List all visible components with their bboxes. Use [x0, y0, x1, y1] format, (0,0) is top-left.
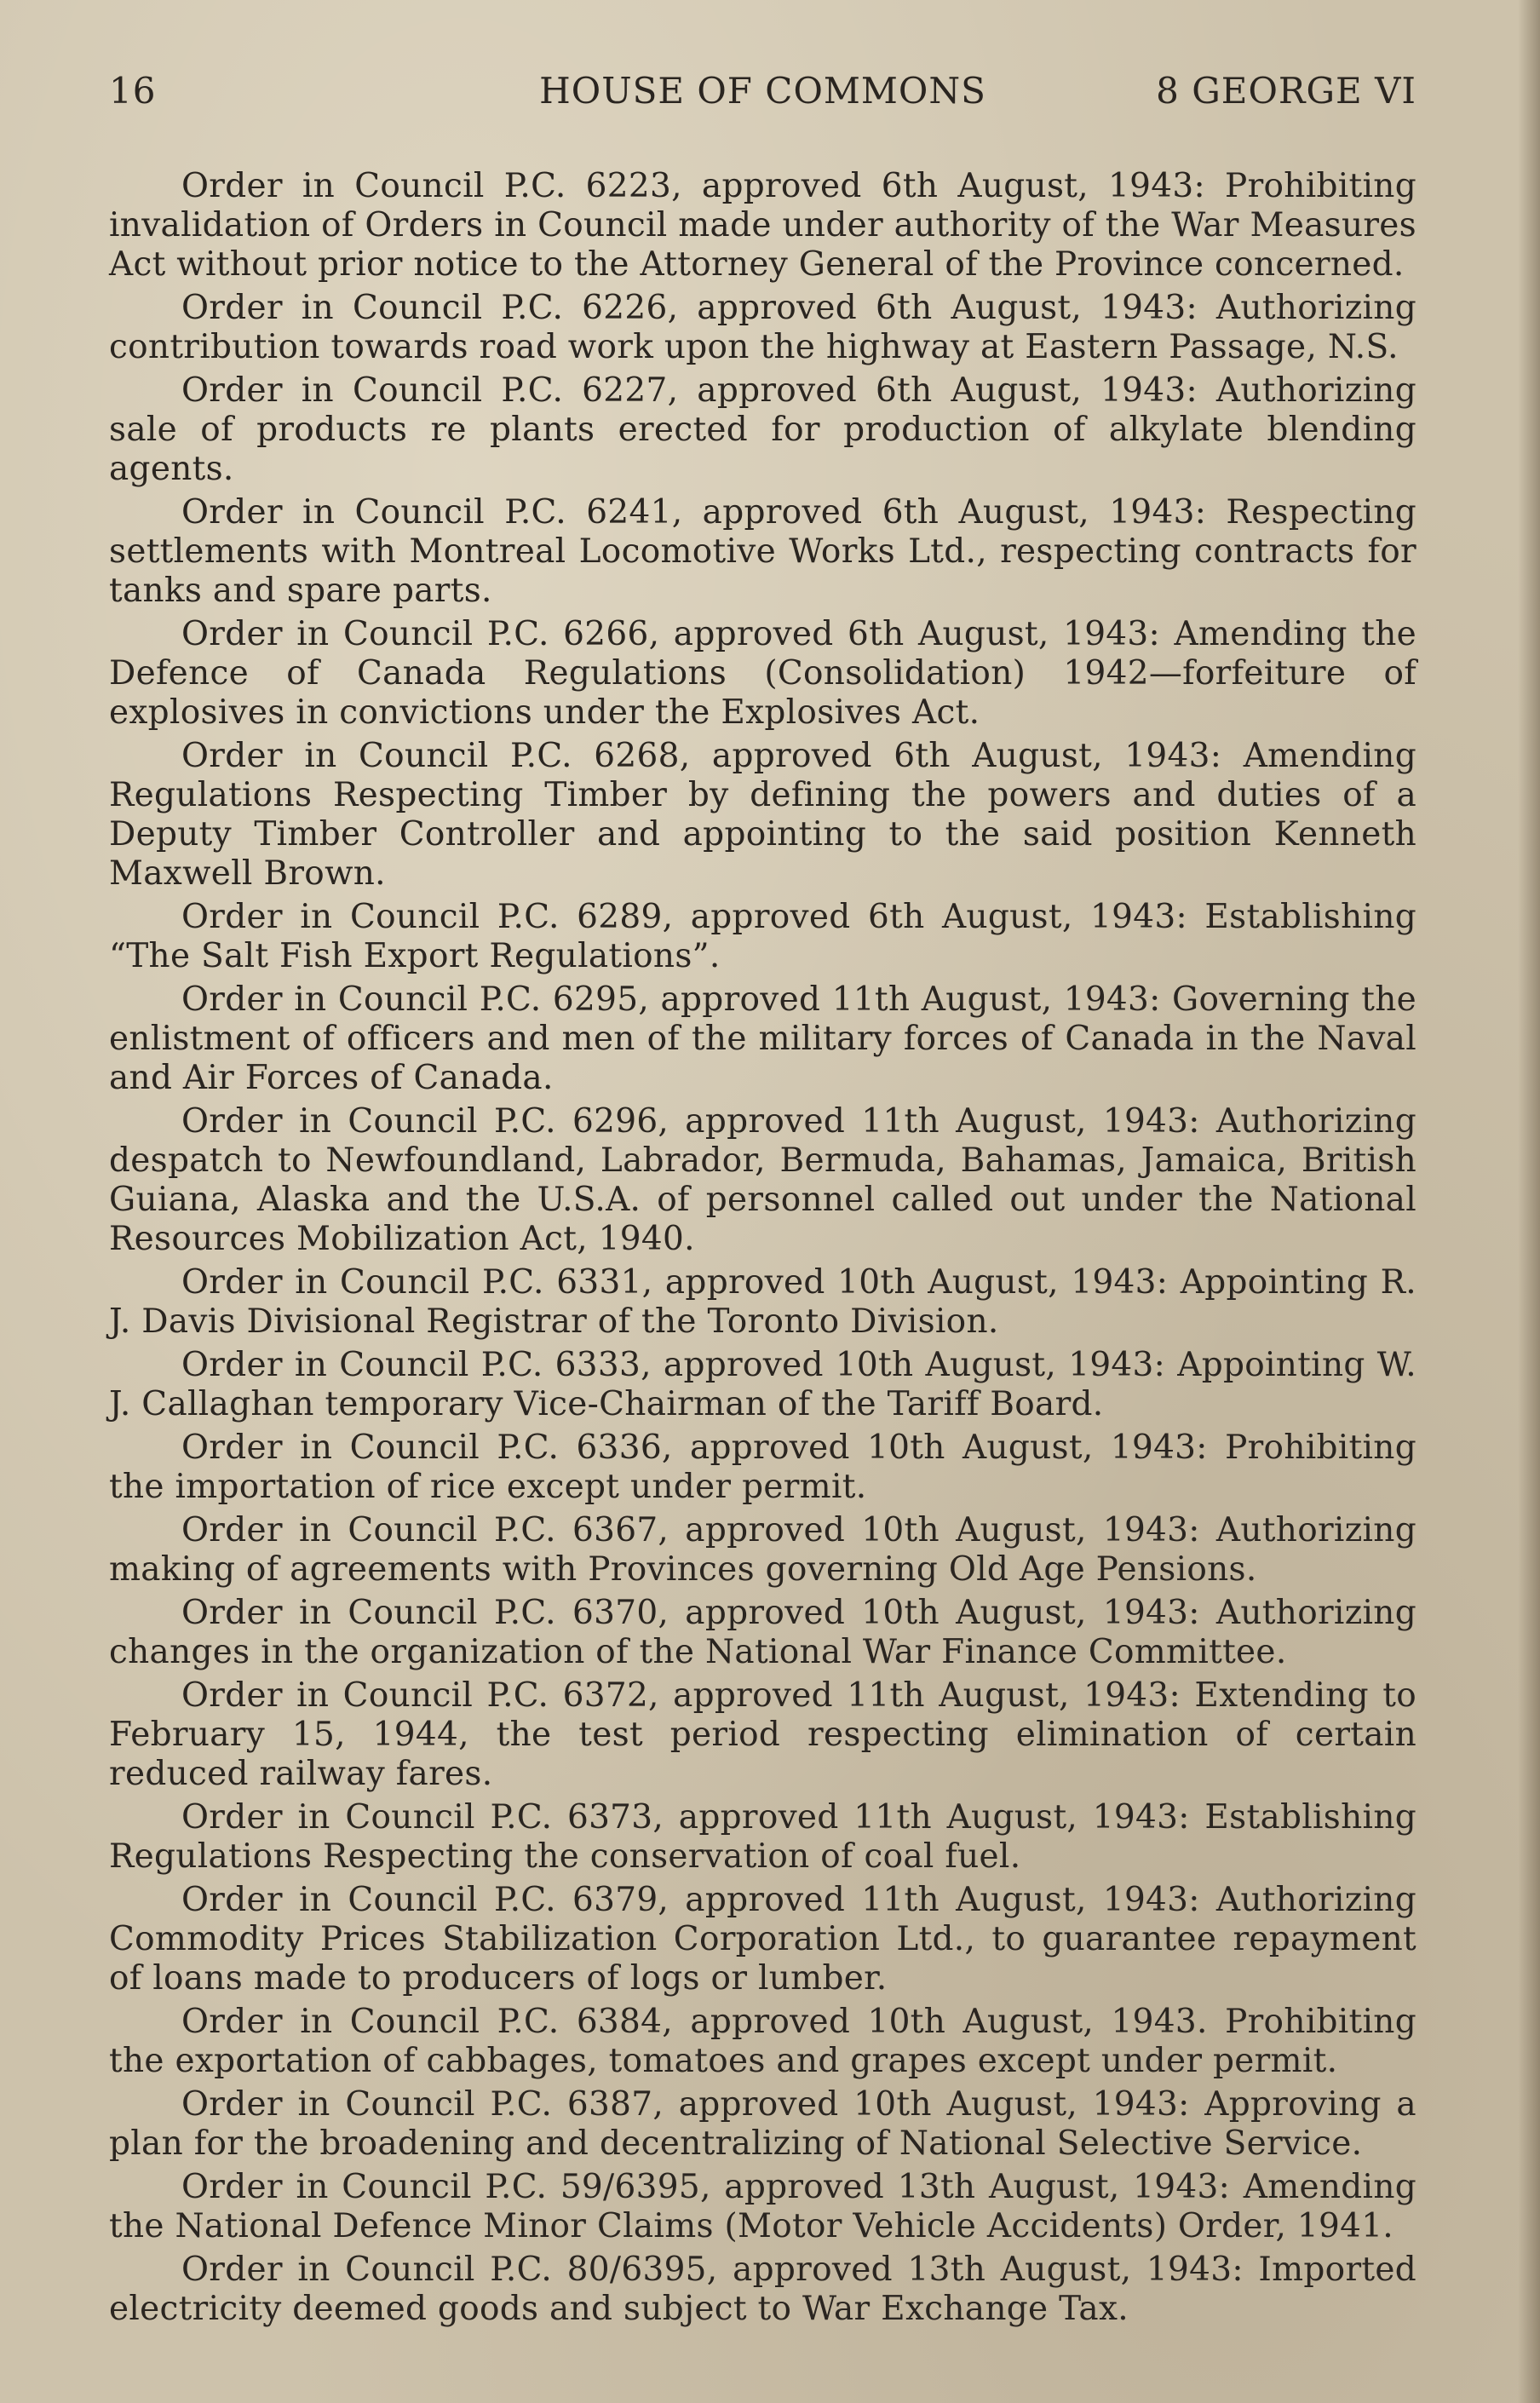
order-description: Authorizing sale of products re plants erected for production of alkylate blending agents.	[109, 371, 1416, 488]
order-reference: Order in Council P.C. 6296, approved 11th August, 1943:	[181, 1102, 1200, 1141]
order-description: Prohibiting invalidation of Orders in Council made under authority of the War Measures Act without prior notice to the Attorney General of the Province concerned.	[109, 167, 1416, 284]
order-description: Appointing R. J. Davis Divisional Registrar of the Toronto Division.	[109, 1263, 1417, 1341]
order-description: Establishing Regulations Respecting the conservation of coal fuel.	[109, 1798, 1416, 1876]
order-reference: Order in Council P.C. 6295, approved 11th August, 1943:	[181, 980, 1161, 1019]
page-edge-shadow	[1518, 0, 1540, 2403]
order-entry	[109, 167, 1416, 285]
order-entry	[109, 980, 1416, 1098]
order-entry	[109, 1263, 1416, 1342]
order-entry	[109, 493, 1416, 611]
order-entry	[109, 615, 1416, 733]
order-description: Prohibiting the importation of rice except under permit.	[109, 1429, 1416, 1506]
order-entry	[109, 1429, 1416, 1507]
orders-list	[109, 167, 1416, 2333]
order-description: Amending Regulations Respecting Timber by defining the powers and duties of a Deputy Timber Controller and appointing to the said position Kenneth Maxwell Brown.	[109, 737, 1416, 893]
order-reference: Order in Council P.C. 6387, approved 10th August, 1943:	[181, 2085, 1190, 2124]
order-description: Authorizing changes in the organization of the National War Finance Committee.	[109, 1594, 1416, 1671]
order-description: Establishing “The Salt Fish Export Regulations”.	[109, 898, 1416, 975]
order-entry	[109, 2251, 1416, 2329]
order-description: Extending to February 15, 1944, the test period respecting elimination of certain reduced railway fares.	[109, 1676, 1416, 1793]
order-description: Authorizing contribution towards road work upon the highway at Eastern Passage, N.S.	[109, 289, 1416, 366]
order-reference: Order in Council P.C. 6379, approved 11th August, 1943:	[181, 1881, 1200, 1919]
page-number: 16	[109, 70, 157, 112]
order-reference: Order in Council P.C. 6226, approved 6th August, 1943:	[181, 289, 1198, 327]
order-entry	[109, 2168, 1416, 2246]
order-reference: Order in Council P.C. 6336, approved 10th August, 1943:	[181, 1429, 1208, 1467]
order-entry	[109, 1511, 1416, 1590]
order-entry	[109, 898, 1416, 976]
order-entry	[109, 1346, 1416, 1424]
order-reference: Order in Council P.C. 6223, approved 6th August, 1943:	[181, 167, 1205, 205]
order-entry	[109, 1594, 1416, 1672]
page-header	[109, 70, 1416, 121]
order-description: Authorizing Commodity Prices Stabilization Corporation Ltd., to guarantee repayment of loans made to producers of logs or lumber.	[109, 1881, 1416, 1998]
order-description: Authorizing making of agreements with Provinces governing Old Age Pensions.	[109, 1511, 1416, 1589]
order-description: Imported electricity deemed goods and subject to War Exchange Tax.	[109, 2251, 1417, 2328]
order-reference: Order in Council P.C. 59/6395, approved 13th August, 1943:	[181, 2168, 1231, 2206]
order-entry	[109, 2003, 1416, 2081]
order-description: Prohibiting the exportation of cabbages, tomatoes and grapes except under permit.	[109, 2003, 1416, 2080]
order-reference: Order in Council P.C. 6333, approved 10th August, 1943:	[181, 1346, 1166, 1384]
order-entry	[109, 371, 1416, 489]
order-description: Approving a plan for the broadening and decentralizing of National Selective Service.	[109, 2085, 1416, 2163]
order-reference: Order in Council P.C. 6367, approved 10th August, 1943:	[181, 1511, 1200, 1549]
order-reference: Order in Council P.C. 6241, approved 6th August, 1943:	[181, 493, 1207, 532]
order-reference: Order in Council P.C. 6331, approved 10th August, 1943:	[181, 1263, 1169, 1302]
order-description: Amending the National Defence Minor Claims (Motor Vehicle Accidents) Order, 1941.	[109, 2168, 1416, 2245]
order-reference: Order in Council P.C. 6373, approved 11th August, 1943:	[181, 1798, 1190, 1837]
order-description: Respecting settlements with Montreal Locomotive Works Ltd., respecting contracts for tanks and spare parts.	[109, 493, 1416, 610]
order-reference: Order in Council P.C. 6266, approved 6th August, 1943:	[181, 615, 1160, 653]
order-reference: Order in Council P.C. 80/6395, approved 13th August, 1943:	[181, 2251, 1244, 2289]
order-entry	[109, 1102, 1416, 1259]
order-reference: Order in Council P.C. 6370, approved 10th August, 1943:	[181, 1594, 1200, 1632]
order-entry	[109, 737, 1416, 894]
order-reference: Order in Council P.C. 6227, approved 6th August, 1943:	[181, 371, 1198, 410]
order-entry	[109, 1798, 1416, 1877]
order-reference: Order in Council P.C. 6384, approved 10th August, 1943.	[181, 2003, 1208, 2041]
order-description: Authorizing despatch to Newfoundland, Labrador, Bermuda, Bahamas, Jamaica, British Guiana, Alaska and the U.S.A. of personnel called out under the National Resources Mobilization Act, 1940.	[109, 1102, 1416, 1258]
order-description: Amending the Defence of Canada Regulations (Consolidation) 1942—forfeiture of explosives in convictions under the Explosives Act.	[109, 615, 1417, 732]
order-description: Appointing W. J. Callaghan temporary Vice-Chairman of the Tariff Board.	[109, 1346, 1417, 1423]
order-entry	[109, 2085, 1416, 2164]
running-title: HOUSE OF COMMONS	[539, 70, 986, 112]
order-reference: Order in Council P.C. 6372, approved 11th August, 1943:	[181, 1676, 1181, 1715]
order-entry	[109, 289, 1416, 367]
order-entry	[109, 1676, 1416, 1794]
order-description: Governing the enlistment of officers and men of the military forces of Canada in the Naval and Air Forces of Canada.	[109, 980, 1417, 1097]
order-reference: Order in Council P.C. 6289, approved 6th August, 1943:	[181, 898, 1187, 936]
regnal-year: 8 GEORGE VI	[1156, 70, 1416, 112]
order-reference: Order in Council P.C. 6268, approved 6th August, 1943:	[181, 737, 1222, 775]
order-entry	[109, 1881, 1416, 1998]
